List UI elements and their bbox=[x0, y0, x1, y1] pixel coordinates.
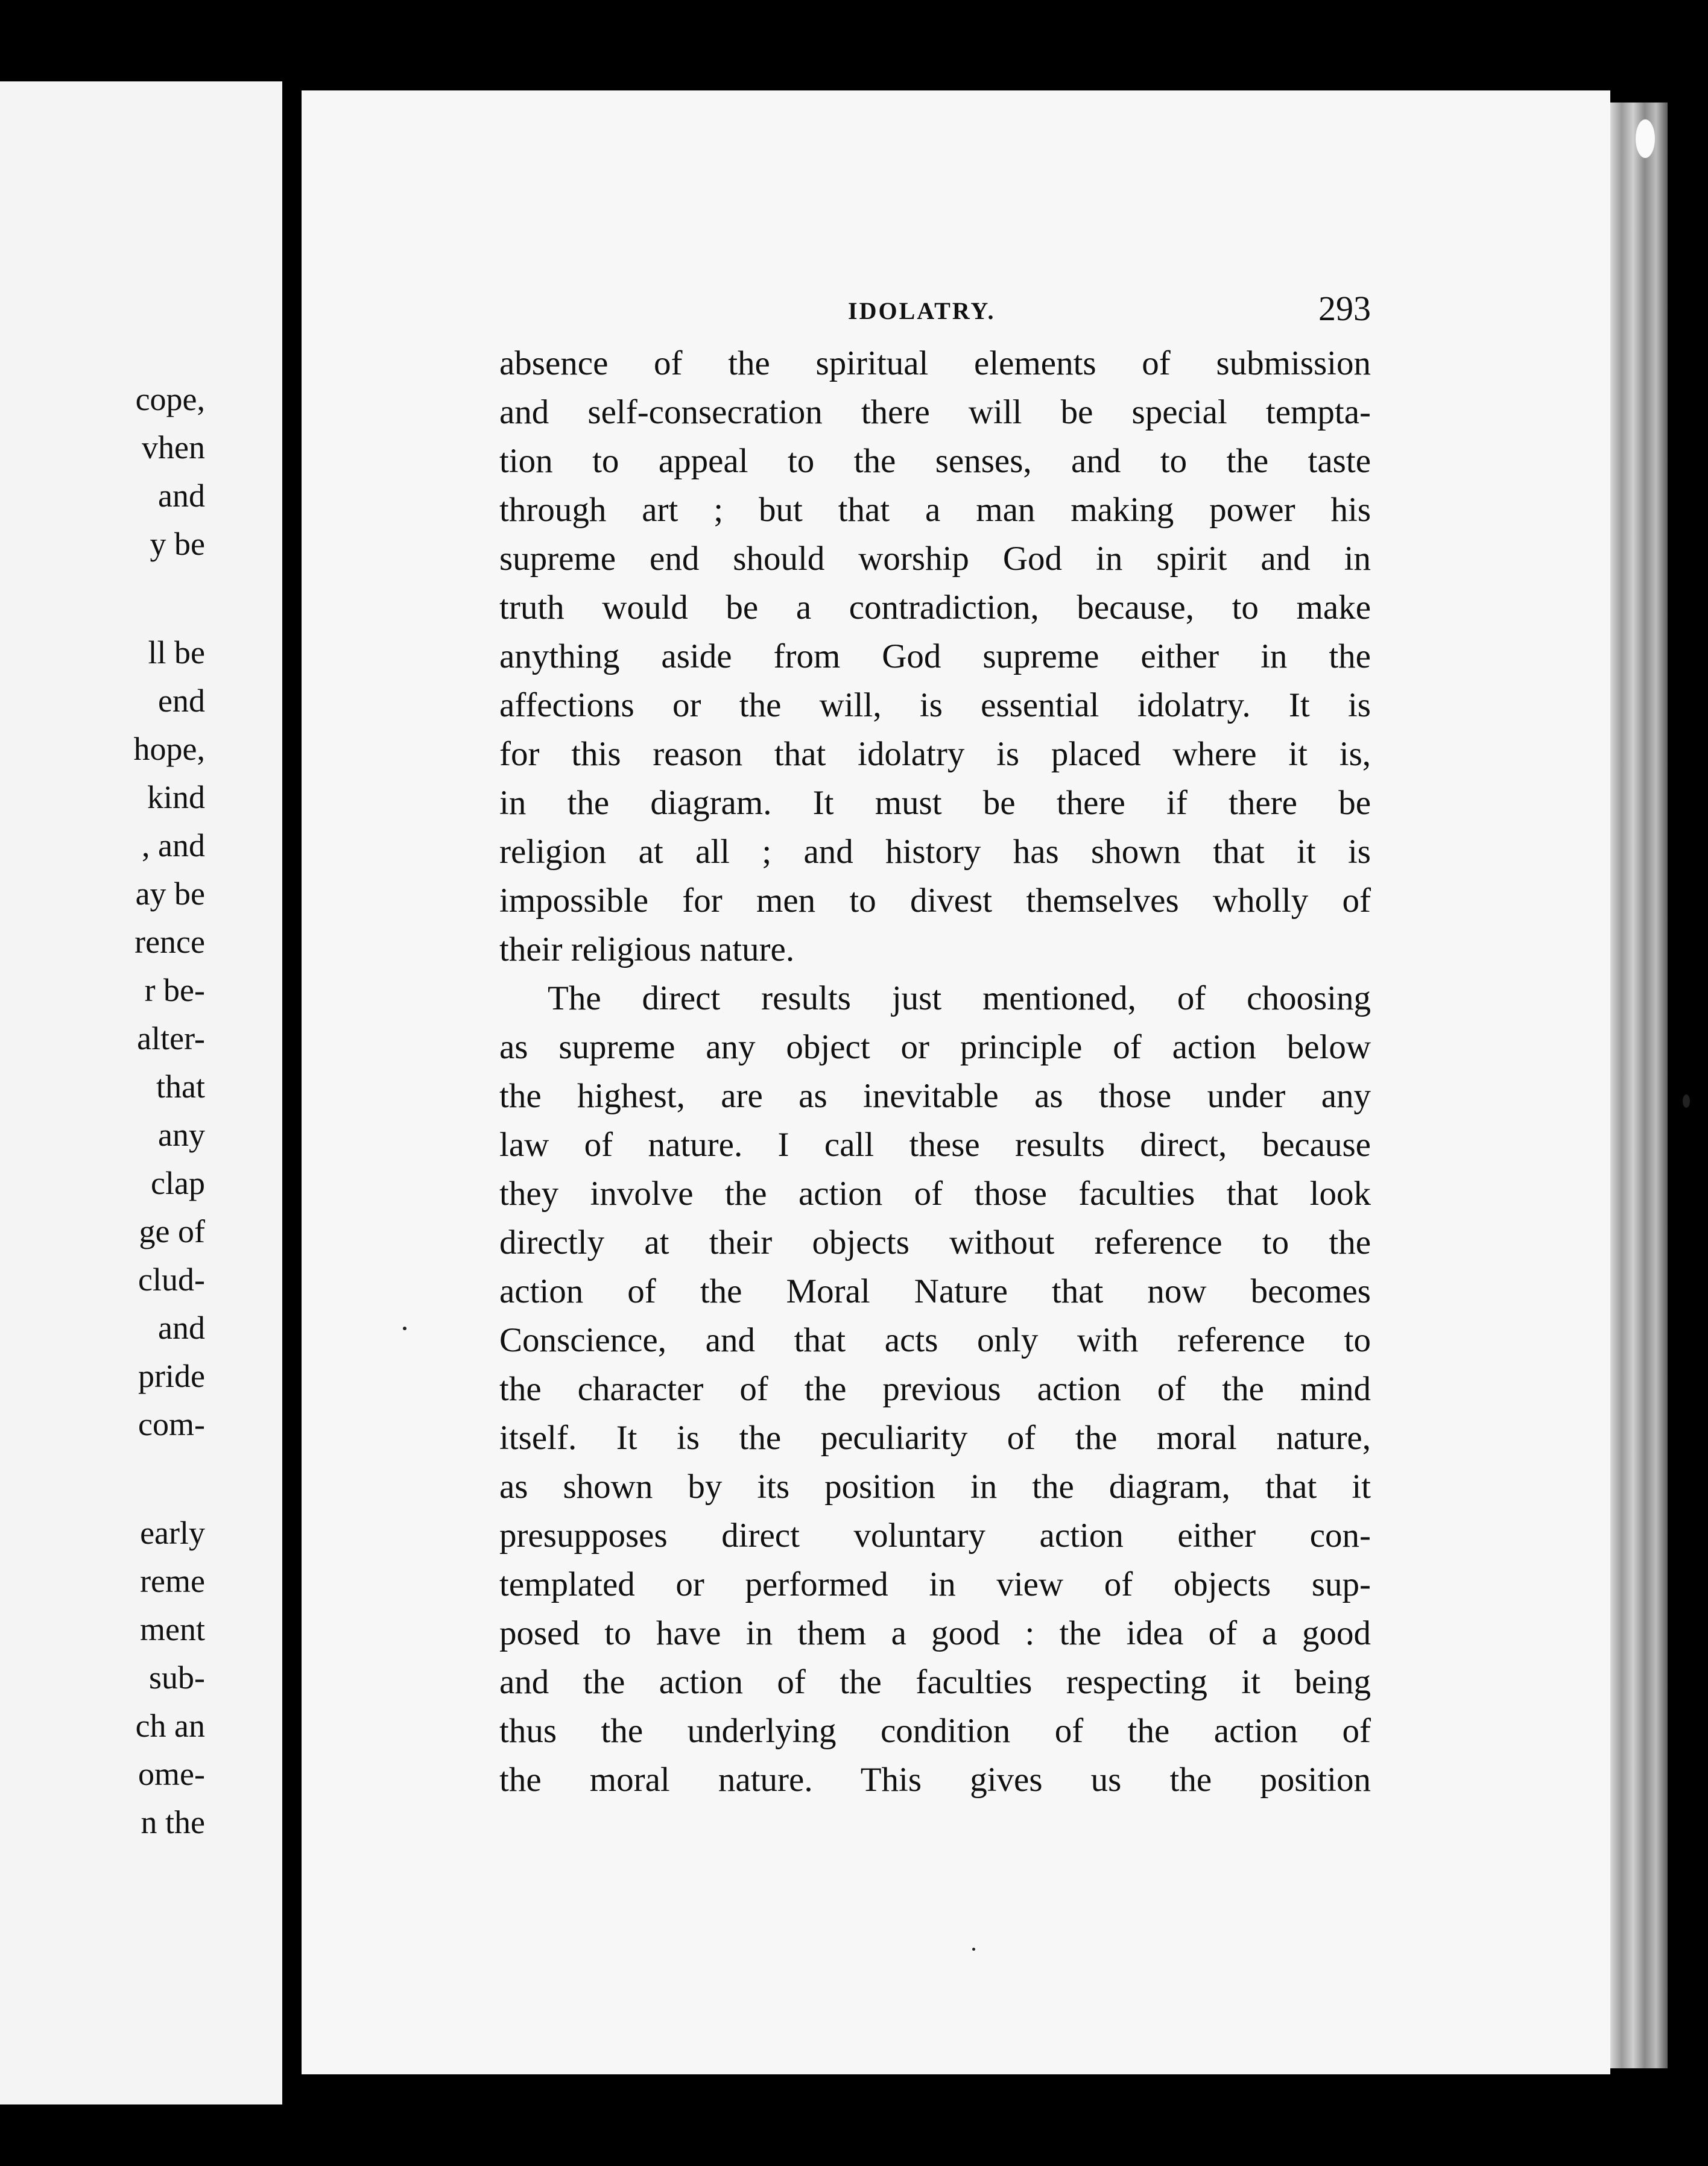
left-page-fragment: com- bbox=[138, 1406, 205, 1442]
text-line: as shown by its position in the diagram, that it bbox=[499, 1468, 1371, 1506]
left-page-fragment: kind bbox=[147, 779, 205, 815]
text-line: in the diagram. It must be there if there be bbox=[499, 784, 1371, 822]
left-page-fragment: ll be bbox=[148, 634, 205, 671]
left-page-fragment: clap bbox=[151, 1165, 205, 1201]
text-line: law of nature. I call these results direct, because bbox=[499, 1126, 1371, 1164]
text-line: tion to appeal to the senses, and to the taste bbox=[499, 442, 1371, 480]
book-gutter bbox=[282, 81, 302, 2104]
left-page-fragment: alter- bbox=[137, 1020, 205, 1056]
text-line: itself. It is the peculiarity of the moral nature, bbox=[499, 1419, 1371, 1457]
text-line: for this reason that idolatry is placed where it is, bbox=[499, 735, 1371, 773]
left-page bbox=[0, 81, 282, 2104]
text-line: their religious nature. bbox=[499, 930, 795, 968]
left-page-fragment: ment bbox=[140, 1611, 205, 1647]
left-page-fragment: and bbox=[158, 478, 205, 514]
running-head bbox=[499, 283, 1371, 326]
page-edge-highlight bbox=[1636, 119, 1655, 158]
left-page-fragment: n the bbox=[141, 1804, 205, 1840]
text-line: presupposes direct voluntary action either con- bbox=[499, 1517, 1371, 1555]
text-line: and self-consecration there will be special tempta- bbox=[499, 393, 1371, 431]
text-line: The direct results just mentioned, of choosing bbox=[548, 979, 1371, 1017]
ink-speck bbox=[972, 1948, 975, 1951]
text-line: impossible for men to divest themselves wholly of bbox=[499, 882, 1371, 920]
paragraph-2 bbox=[499, 974, 1371, 1804]
left-page-fragment: ome- bbox=[138, 1756, 205, 1792]
page-number: 293 bbox=[1318, 289, 1371, 328]
left-page-fragment: sub- bbox=[149, 1659, 205, 1696]
left-page-fragment: ch an bbox=[135, 1708, 205, 1744]
ink-speck bbox=[1683, 1094, 1690, 1108]
page-edges bbox=[1610, 103, 1668, 2068]
text-line: anything aside from God supreme either in the bbox=[499, 637, 1371, 675]
left-page-fragment: r be- bbox=[144, 972, 205, 1008]
page-content bbox=[499, 283, 1371, 1804]
text-line: through art ; but that a man making power his bbox=[499, 491, 1371, 529]
left-page-fragment: early bbox=[140, 1515, 205, 1551]
text-line: thus the underlying condition of the action of bbox=[499, 1712, 1371, 1750]
text-line: as supreme any object or principle of action below bbox=[499, 1028, 1371, 1066]
text-line: they involve the action of those faculties that look bbox=[499, 1175, 1371, 1213]
left-page-fragment: and bbox=[158, 1310, 205, 1346]
left-page-fragment: rence bbox=[134, 924, 205, 960]
left-page-fragment: clud- bbox=[138, 1261, 205, 1298]
left-page-fragment: hope, bbox=[133, 731, 205, 767]
text-line: supreme end should worship God in spirit and in bbox=[499, 540, 1371, 578]
text-line: the moral nature. This gives us the position bbox=[499, 1761, 1371, 1799]
text-line: truth would be a contradiction, because, to make bbox=[499, 589, 1371, 627]
left-page-fragment: any bbox=[158, 1117, 205, 1153]
text-line: and the action of the faculties respecting it being bbox=[499, 1663, 1371, 1701]
text-line: Conscience, and that acts only with reference to bbox=[499, 1321, 1371, 1359]
running-head-title: IDOLATRY. bbox=[848, 297, 996, 324]
body-text bbox=[499, 339, 1371, 1804]
left-page-fragment: y be bbox=[150, 526, 205, 562]
left-page-fragment: pride bbox=[138, 1358, 205, 1394]
text-line: the highest, are as inevitable as those under any bbox=[499, 1077, 1371, 1115]
left-page-fragment: reme bbox=[140, 1563, 205, 1599]
ink-speck bbox=[403, 1327, 406, 1330]
left-page-fragment: ge of bbox=[139, 1213, 205, 1249]
text-line: templated or performed in view of objects sup- bbox=[499, 1565, 1371, 1603]
left-page-fragment: end bbox=[158, 683, 205, 719]
left-page-fragment: vhen bbox=[142, 429, 205, 466]
text-line: the character of the previous action of the mind bbox=[499, 1370, 1371, 1408]
text-line: action of the Moral Nature that now becomes bbox=[499, 1272, 1371, 1310]
text-line: affections or the will, is essential idolatry. It is bbox=[499, 686, 1371, 724]
left-page-fragment: that bbox=[156, 1069, 205, 1105]
text-line: posed to have in them a good : the idea of a good bbox=[499, 1614, 1371, 1652]
left-page-fragment: cope, bbox=[135, 381, 205, 417]
left-page-fragment: ay be bbox=[135, 876, 205, 912]
text-line: directly at their objects without reference to the bbox=[499, 1224, 1371, 1261]
text-line: religion at all ; and history has shown that it is bbox=[499, 833, 1371, 871]
paragraph-1 bbox=[499, 339, 1371, 974]
text-line: absence of the spiritual elements of submission bbox=[499, 344, 1371, 382]
left-page-fragment: , and bbox=[142, 827, 205, 864]
